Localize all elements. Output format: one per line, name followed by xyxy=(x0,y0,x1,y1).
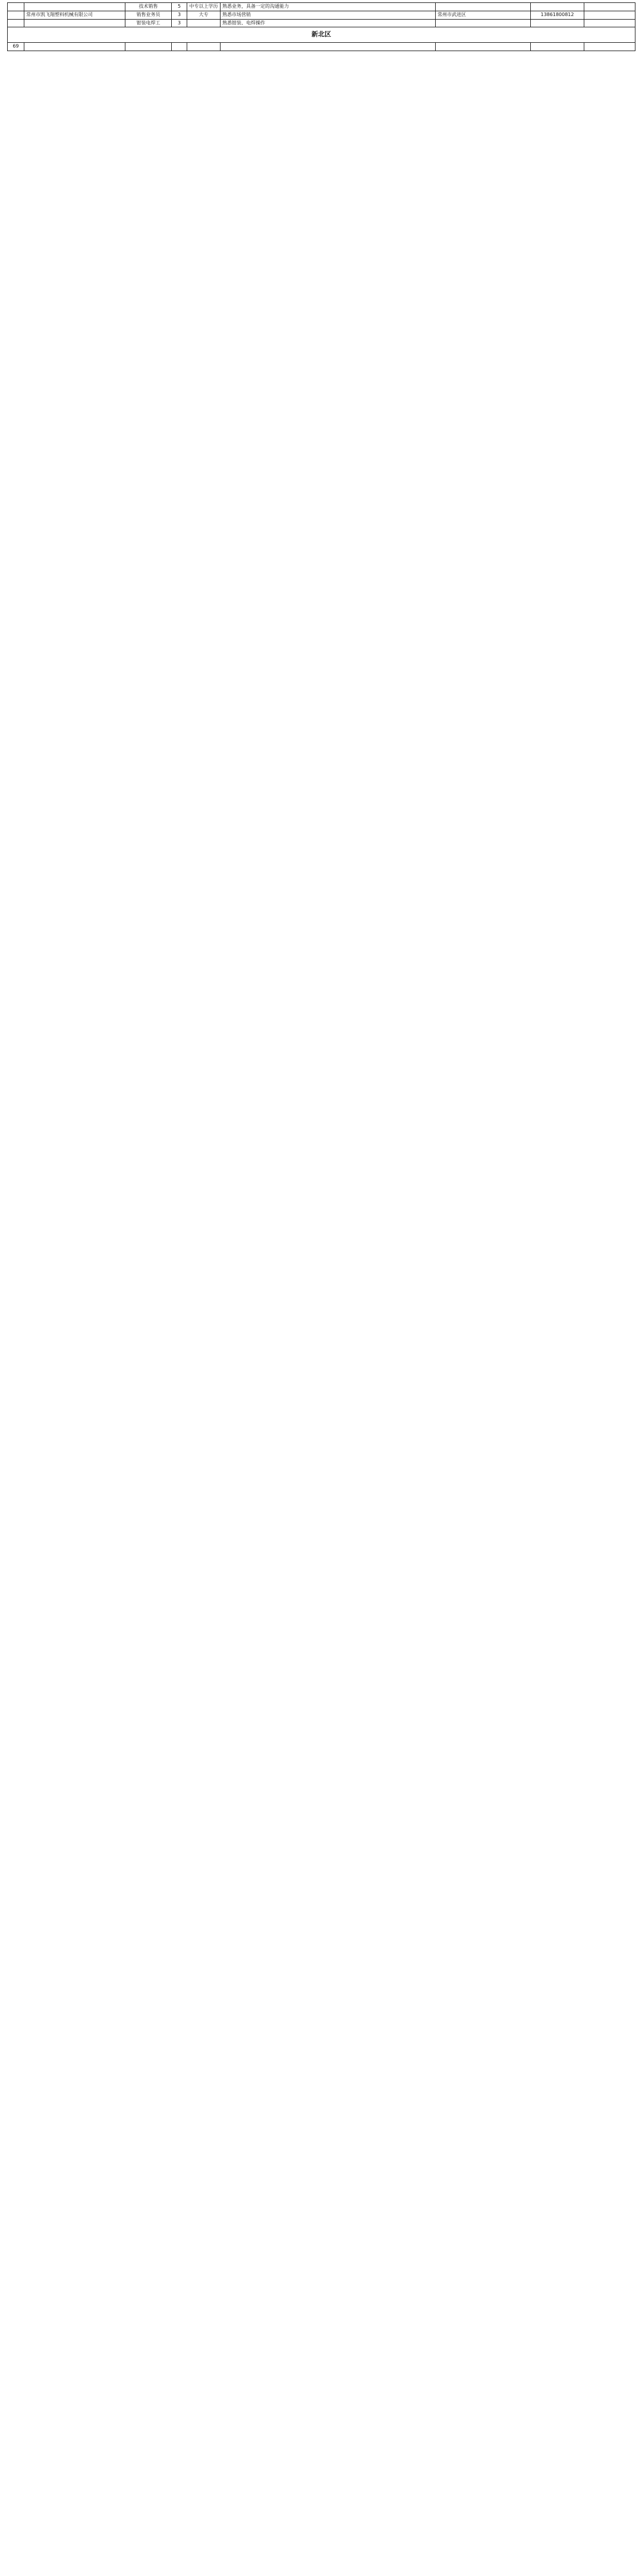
email xyxy=(584,19,635,27)
company-name xyxy=(24,43,125,51)
headcount: 3 xyxy=(172,19,187,27)
row-number xyxy=(8,11,24,19)
address xyxy=(436,43,531,51)
requirements xyxy=(221,43,436,51)
education xyxy=(187,43,221,51)
email xyxy=(584,3,635,11)
section-header xyxy=(8,27,635,43)
table-body xyxy=(8,3,635,51)
table-row xyxy=(8,3,635,11)
requirements: 熟悉钳装、电焊操作 xyxy=(221,19,436,27)
headcount: 3 xyxy=(172,11,187,19)
headcount xyxy=(172,43,187,51)
phone xyxy=(531,19,584,27)
education: 中专以上学历 xyxy=(187,3,221,11)
phone: 13861800812 xyxy=(531,11,584,19)
job-table xyxy=(7,2,635,51)
job-title: 销售业务员 xyxy=(125,11,172,19)
row-number xyxy=(8,3,24,11)
table-row xyxy=(8,11,635,19)
requirements: 熟悉业务，具备一定的沟通能力 xyxy=(221,3,436,11)
section-title: 新北区 xyxy=(8,27,635,43)
education xyxy=(187,19,221,27)
address xyxy=(436,3,531,11)
job-title: 技术销售 xyxy=(125,3,172,11)
headcount: 5 xyxy=(172,3,187,11)
education: 大专 xyxy=(187,11,221,19)
address: 常州市武进区 xyxy=(436,11,531,19)
row-number xyxy=(8,19,24,27)
phone xyxy=(531,3,584,11)
job-title: 钳装电焊工 xyxy=(125,19,172,27)
company-name: 常州市凯飞翔塑料机械有限公司 xyxy=(24,11,125,19)
table-row xyxy=(8,19,635,27)
job-title xyxy=(125,43,172,51)
requirements: 熟悉市场营销 xyxy=(221,11,436,19)
email xyxy=(584,43,635,51)
email xyxy=(584,11,635,19)
address xyxy=(436,19,531,27)
table-row xyxy=(8,43,635,51)
row-number: 69 xyxy=(8,43,24,51)
phone xyxy=(531,43,584,51)
company-name xyxy=(24,19,125,27)
company-name xyxy=(24,3,125,11)
